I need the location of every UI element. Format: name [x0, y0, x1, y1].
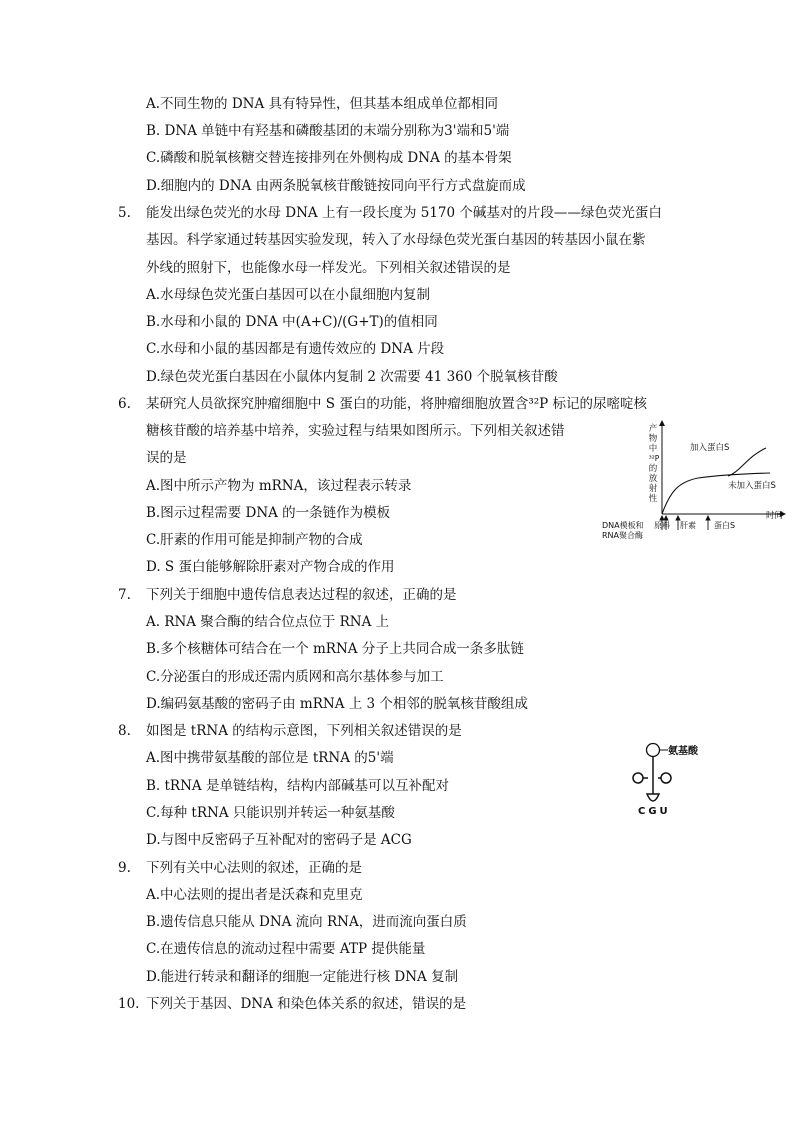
q6-option-b: B.图示过程需要 DNA 的一条链作为模板 — [146, 505, 391, 521]
x-tick-raw-material: 原料 — [654, 521, 670, 530]
y-label-char: ³²P — [648, 454, 660, 463]
q4-option-b: B. DNA 单链中有羟基和磷酸基团的末端分别称为3'端和5'端 — [146, 123, 510, 139]
trna-structure-diagram — [620, 738, 730, 820]
q9-stem: 下列有关中心法则的叙述，正确的是 — [146, 860, 362, 876]
q6-stem-line-3: 误的是 — [146, 450, 187, 466]
amino-acid-label: 氨基酸 — [668, 746, 698, 757]
q9-option-a: A.中心法则的提出者是沃森和克里克 — [146, 887, 363, 903]
trna-cloverleaf — [633, 757, 671, 801]
q6-option-a: A.图中所示产物为 mRNA，该过程表示转录 — [146, 478, 412, 494]
q8-option-a: A.图中携带氨基酸的部位是 tRNA 的5'端 — [146, 750, 394, 766]
y-label-char: 中 — [648, 444, 658, 454]
x-tick-rna-polymerase: RNA聚合酶 — [602, 531, 644, 540]
x-tick-s-protein: 蛋白S — [714, 521, 736, 530]
q8-option-d: D.与图中反密码子互补配对的密码子是 ACG — [146, 832, 412, 848]
q9-option-b: B.遗传信息只能从 DNA 流向 RNA，进而流向蛋白质 — [146, 914, 467, 930]
q5-stem-line-3: 外线的照射下，也能像水母一样发光。下列相关叙述错误的是 — [146, 260, 511, 276]
q8-option-c: C.每种 tRNA 只能识别并转运一种氨基酸 — [146, 805, 395, 821]
q4-option-c: C.磷酸和脱氧核糖交替连接排列在外侧构成 DNA 的基本骨架 — [146, 150, 512, 166]
q7-stem: 下列关于细胞中遗传信息表达过程的叙述，正确的是 — [146, 587, 457, 603]
y-label-char: 放 — [648, 474, 658, 484]
q5-option-a: A.水母绿色荧光蛋白基因可以在小鼠细胞内复制 — [146, 287, 431, 303]
q6-stem-line-2: 糖核苷酸的培养基中培养，实验过程与结果如图所示。下列相关叙述错 — [146, 423, 565, 439]
q10-stem: 下列关于基因、DNA 和染色体关系的叙述，错误的是 — [146, 996, 467, 1012]
q7-option-c: C.分泌蛋白的形成还需内质网和高尔基体参与加工 — [146, 669, 444, 685]
q5-option-c: C.水母和小鼠的基因都是有遗传效应的 DNA 片段 — [146, 341, 445, 357]
q5-option-b: B.水母和小鼠的 DNA 中(A+C)/(G+T)的值相同 — [146, 314, 438, 330]
curve-label-with-s: 加入蛋白S — [690, 443, 730, 453]
q5-stem-line-1: 能发出绿色荧光的水母 DNA 上有一段长度为 5170 个碱基对的片段——绿色荧光蛋白 — [146, 205, 662, 221]
y-label-char: 物 — [648, 434, 658, 444]
q6-number: 6. — [118, 396, 131, 412]
curve-without-s-protein — [662, 473, 770, 514]
x-axis-label: 时间 — [766, 511, 784, 521]
q7-number: 7. — [118, 587, 131, 603]
q4-option-a: A.不同生物的 DNA 具有特异性，但其基本组成单位都相同 — [146, 96, 499, 112]
q6-option-d: D. S 蛋白能够解除肝素对产物合成的作用 — [146, 559, 395, 575]
q7-option-b: B.多个核糖体可结合在一个 mRNA 分子上共同合成一条多肽链 — [146, 641, 524, 657]
x-tick-dna-template: DNA模板和 — [602, 521, 644, 530]
y-axis-arrow — [659, 420, 665, 426]
q6-radioactivity-graph — [598, 420, 788, 545]
y-label-char: 产 — [648, 424, 658, 434]
q9-option-c: C.在遗传信息的流动过程中需要 ATP 提供能量 — [146, 941, 426, 957]
q9-number: 9. — [118, 860, 131, 876]
y-label-char: 性 — [648, 494, 658, 504]
q5-number: 5. — [118, 205, 131, 221]
q7-option-a: A. RNA 聚合酶的结合位点位于 RNA 上 — [146, 614, 390, 630]
x-tick-heparin: 肝素 — [680, 521, 696, 530]
y-label-char: 的 — [648, 464, 658, 474]
q8-number: 8. — [118, 723, 131, 739]
q6-option-c: C.肝素的作用可能是抑制产物的合成 — [146, 532, 363, 548]
q10-number: 10. — [118, 996, 140, 1012]
q9-option-d: D.能进行转录和翻译的细胞一定能进行核 DNA 复制 — [146, 969, 459, 985]
amino-acid-circle — [647, 744, 660, 757]
q5-option-d: D.绿色荧光蛋白基因在小鼠体内复制 2 次需要 41 360 个脱氧核苷酸 — [146, 369, 558, 385]
y-label-char: 射 — [648, 484, 658, 494]
curve-with-s-protein — [728, 448, 766, 476]
anticodon-label: CGU — [638, 806, 671, 817]
q7-option-d: D.编码氨基酸的密码子由 mRNA 上 3 个相邻的脱氧核苷酸组成 — [146, 696, 528, 712]
q8-stem: 如图是 tRNA 的结构示意图，下列相关叙述错误的是 — [146, 723, 462, 739]
q6-stem-line-1: 某研究人员欲探究肿瘤细胞中 S 蛋白的功能，将肿瘤细胞放置含³²P 标记的尿嘧啶核 — [146, 396, 648, 412]
q5-stem-line-2: 基因。科学家通过转基因实验发现，转入了水母绿色荧光蛋白基因的转基因小鼠在紫 — [146, 232, 646, 248]
q8-option-b: B. tRNA 是单链结构，结构内部碱基可以互补配对 — [146, 778, 449, 794]
q4-option-d: D.细胞内的 DNA 由两条脱氧核苷酸链按同向平行方式盘旋而成 — [146, 178, 526, 194]
curve-label-without-s: 未加入蛋白S — [728, 481, 776, 491]
